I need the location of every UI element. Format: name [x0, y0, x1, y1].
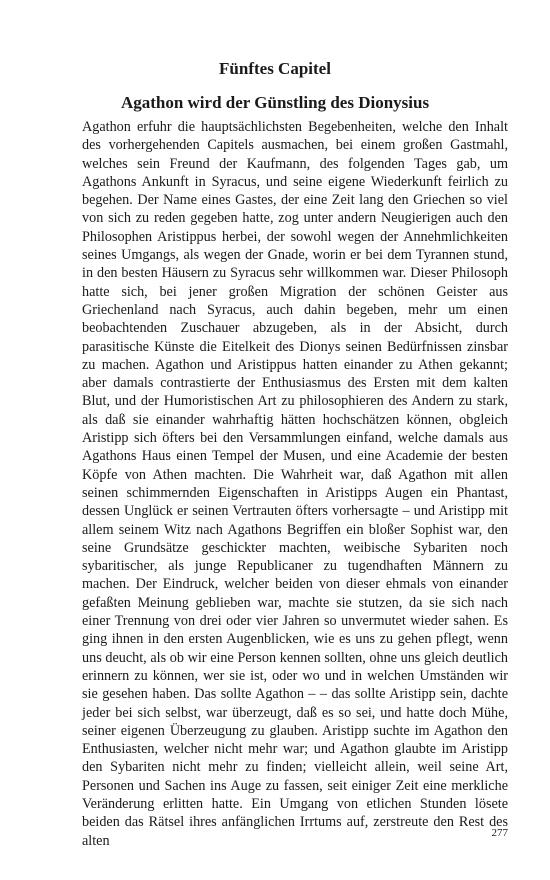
body-paragraph: Agathon erfuhr die hauptsächlichsten Begebenheiten, welche den Inhalt des vorhergehenden Capitels ausmachen, bei einem großen Gastmahl, welches sein Freund der Kaufmann, des folgenden Tages gab, um Agathons Ankunft in Syracus, und seine eigene Wiederkunft feirlich zu begehen. Der Name eines Gastes, der eine Zeit lang den Griechen so viel von sich zu reden gegeben hatte, zog unter andern Neugierigen auch den Philosophen Aristippus herbei, der sowohl wegen der Annehmlichkeiten seines Umgangs, als wegen der Gnade, worin er bei dem Tyrannen stund, in den besten Häusern zu Syracus sehr willkommen war. Dieser Philosoph hatte sich, bei jener großen Migration der schönen Geister aus Griechenland nach Syracus, auch dahin begeben, mehr um einen beobachtenden Zuschauer abzugeben, als in der Absicht, durch parasitische Künste die Eitelkeit des Dionys seinen Bedürfnissen zinsbar zu machen. Agathon und Aristippus hatten einander zu Athen gekannt; aber damals contrastierte der Enthusiasmus des Ersten mit dem kalten Blut, und der Humoristischen Art zu philosophieren des Andern zu stark, als daß sie einander wahrhaftig hätten hochschätzen können, obgleich Aristipp sich öfters bei den Versammlungen einfand, welche damals aus Agathons Haus einen Tempel der Musen, und eine Academie der besten Köpfe von Athen machten. Die Wahrheit war, daß Agathon mit allen seinen schimmernden Eigenschaften in Aristipps Augen ein Phantast, dessen Unglück er seinen Vertrauten öfters vorhersagte – und Aristipp mit allem seinem Witz nach Agathons Begriffen ein bloßer Sophist war, den seine Grundsätze geschickter machten, weibische Sybariten noch sybaritischer, als junge Republicaner zu tugendhaften Männern zu machen. Der Eindruck, welcher beiden von dieser ehmals von einander gefaßten Meinung geblieben war, machte sie stutzen, da sie sich nach einer Trennung von drei oder vier Jahren so unvermutet wieder sahen. Es ging ihnen in den ersten Augenblicken, wie es uns zu gehen pflegt, wenn uns deucht, als ob wir eine Person kennen sollten, ohne uns gleich deutlich erinnern zu können, wer sie ist, oder wo und in welchen Umständen wir sie gesehen haben. Das sollte Agathon – – das sollte Aristipp sein, dachte jeder bei sich selbst, war überzeugt, daß es so sei, und hatte doch Mühe, seiner eigenen Überzeugung zu glauben. Aristipp suchte im Agathon den Enthusiasten, welcher nicht mehr war; und Agathon glaubte im Aristipp den Sybariten nicht mehr zu finden; vielleicht allein, weil seine Art, Personen und Sachen ins Auge zu fassen, seit einiger Zeit eine merkliche Veränderung erlitten hatte. Ein Umgang von etlichen Stunden lösete beiden das Rätsel ihres anfänglichen Irrtums auf, zerstreute den Rest des alten [82, 119, 508, 849]
chapter-subtitle: Agathon wird der Günstling des Dionysius [120, 93, 430, 112]
chapter-title: Fünftes Capitel [219, 59, 331, 78]
page-number: 277 [491, 827, 508, 839]
